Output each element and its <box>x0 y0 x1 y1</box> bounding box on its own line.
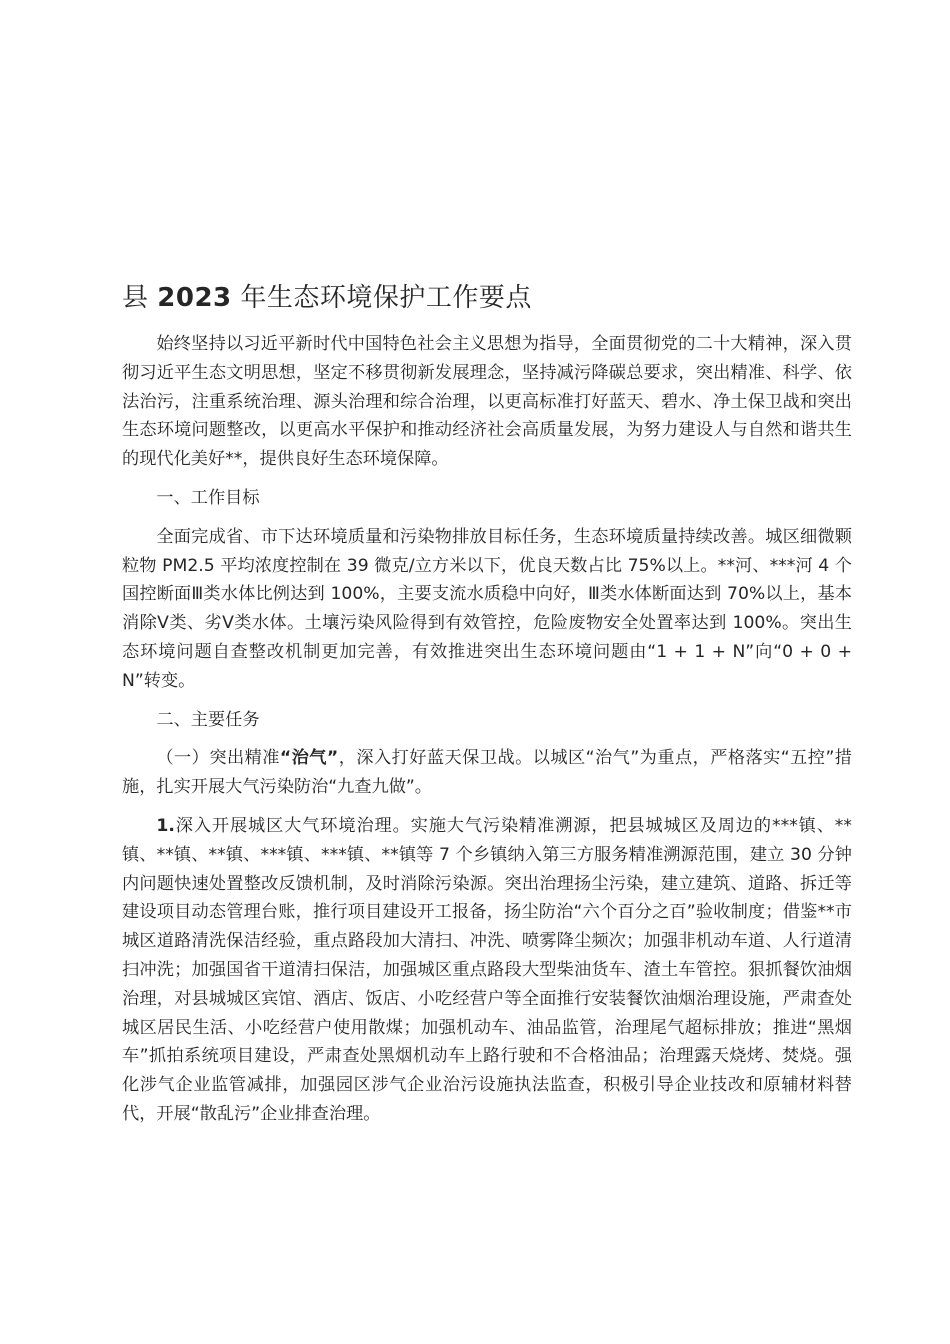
item-1-paragraph <box>122 812 852 1129</box>
section-heading-goals: 一、工作目标 <box>156 487 260 508</box>
title-suffix: 年生态环境保护工作要点 <box>240 283 532 313</box>
document-title <box>122 278 852 318</box>
intro-paragraph: 始终坚持以习近平新时代中国特色社会主义思想为指导，全面贯彻党的二十大精神，深入贯彻习近平生态文明思想，坚定不移贯彻新发展理念，坚持减污降碳总要求，突出精准、科学、依法治污，注重系统治理、源头治理和综合治理，以更高标准打好蓝天、碧水、净土保卫战和突出生态环境问题整改，以更高水平保护和推动经济社会高质量发展，为努力建设人与自然和谐共生的现代化美好**，提供良好生态环境保障。 <box>122 334 852 470</box>
subsection-lead-bold: “治气” <box>279 748 339 769</box>
goals-paragraph: 全面完成省、市下达环境质量和污染物排放目标任务，生态环境质量持续改善。城区细微颗粒物 PM2.5 平均浓度控制在 39 微克/立方米以下，优良天数占比 75%以上。**河、***河 4 个国控断面Ⅲ类水体比例达到 100%，主要支流水质稳中向好，Ⅲ类水体断面达到 70%以上，基本消除Ⅴ类、劣Ⅴ类水体。土壤污染风险得到有效管控，危险废物安全处置率达到 100%。突出生态环境问题自查整改机制更加完善，有效推进突出生态环境问题由“1 + 1 + N”向“0 + 0 + N”转变。 <box>122 526 852 691</box>
subsection-lead: （一）突出精准 <box>156 748 280 769</box>
title-prefix: 县 <box>122 283 149 313</box>
item-1-number: 1. <box>156 815 175 836</box>
item-1-text: 深入开展城区大气环境治理。实施大气污染精准溯源，把县城城区及周边的***镇、**镇、**镇、**镇、***镇、***镇、**镇等 7 个乡镇纳入第三方服务精准溯源范围，建立 30 分钟内问题快速处置整改反馈机制，及时消除污染源。突出治理扬尘污染，建立建筑、道路、拆迁等建设项目动态管理台账，推行项目建设开工报备，扬尘防治“六个百分之百”验收制度；借鉴**市城区道路清洗保洁经验，重点路段加大清扫、冲洗、喷雾降尘频次；加强非机动车道、人行道清扫冲洗；加强国省干道清扫保洁，加强城区重点路段大型柴油货车、渣土车管控。狠抓餐饮油烟治理，对县城城区宾馆、酒店、饭店、小吃经营户等全面推行安装餐饮油烟治理设施，严肃查处城区居民生活、小吃经营户使用散煤；加强机动车、油品监管，治理尾气超标排放；推进“黑烟车”抓拍系统项目建设，严肃查处黑烟机动车上路行驶和不合格油品；治理露天烧烤、焚烧。强化涉气企业监管减排，加强园区涉气企业治污设施执法监查，积极引导企业技改和原辅材料替代，开展“散乱污”企业排查治理。 <box>122 815 852 1124</box>
subsection-rest: ，深入打好蓝天保卫战。以城区“治气”为重点，严格落实“五控”措施，扎实开展大气污染防治“九查九做”。 <box>122 748 852 798</box>
title-year: 2023 <box>157 283 232 313</box>
subsection-air-paragraph <box>122 744 852 802</box>
document-page <box>122 278 852 1139</box>
section-heading-tasks: 二、主要任务 <box>156 709 260 730</box>
